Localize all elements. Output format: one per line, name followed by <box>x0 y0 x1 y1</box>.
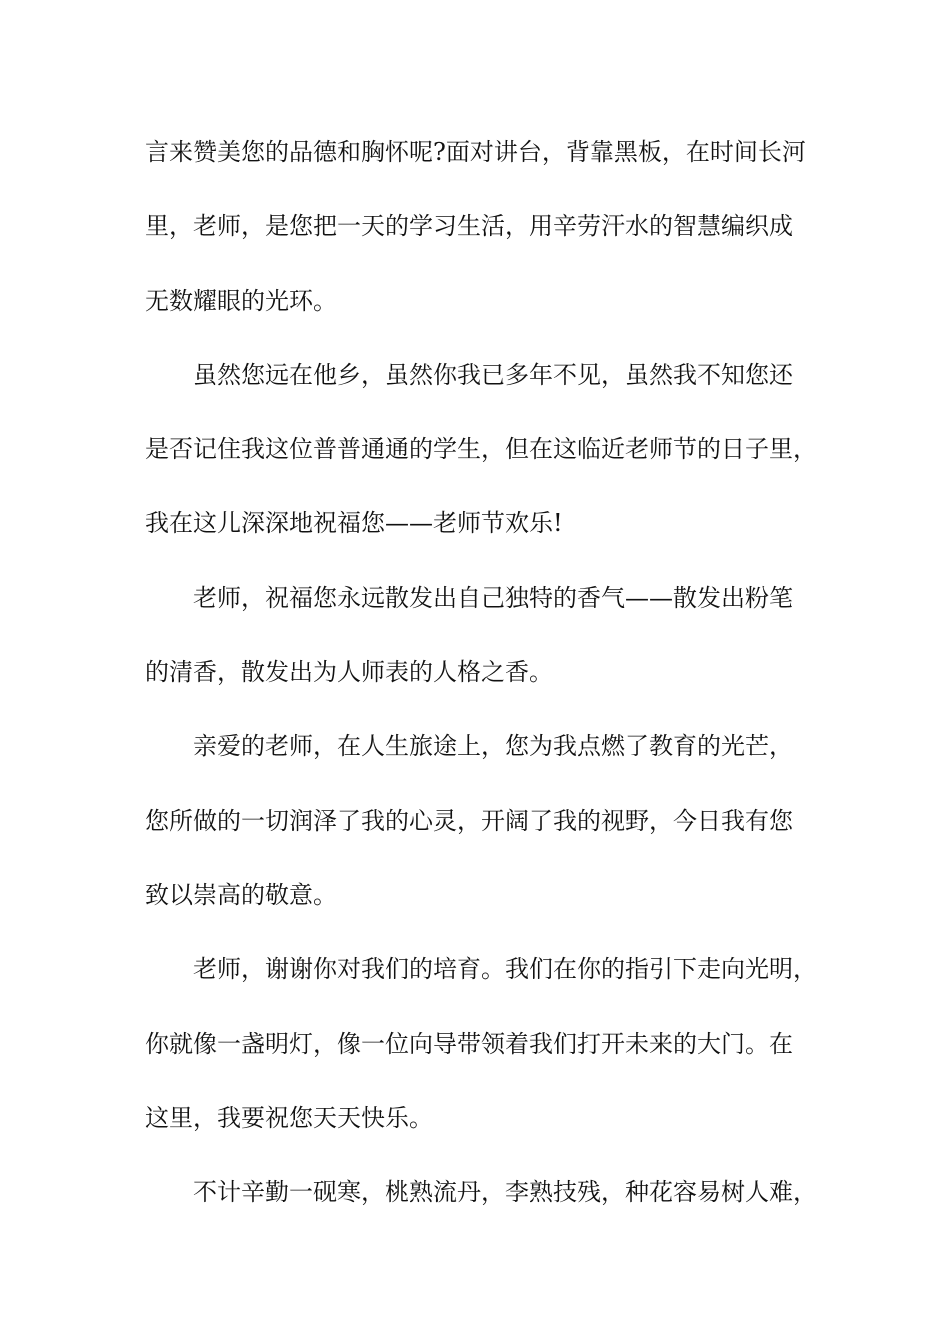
text-line: 老师，祝福您永远散发出自己独特的香气——散发出粉笔 <box>193 583 793 612</box>
text-line: 的清香，散发出为人师表的人格之香。 <box>145 658 553 687</box>
text-line: 言来赞美您的品德和胸怀呢?面对讲台，背靠黑板，在时间长河 <box>145 138 806 166</box>
text-line: 您所做的一切润泽了我的心灵，开阔了我的视野，今日我有您 <box>145 806 793 835</box>
text-line: 里，老师，是您把一天的学习生活，用辛劳汗水的智慧编织成 <box>145 212 793 241</box>
text-line: 致以崇高的敬意。 <box>145 880 337 909</box>
text-line: 你就像一盏明灯，像一位向导带领着我们打开未来的大门。在 <box>145 1029 793 1058</box>
text-line: 虽然您远在他乡，虽然你我已多年不见，虽然我不知您还 <box>193 360 793 389</box>
text-line: 无数耀眼的光环。 <box>145 286 337 315</box>
text-line: 亲爱的老师，在人生旅途上，您为我点燃了教育的光芒， <box>193 732 793 761</box>
text-line: 不计辛勤一砚寒，桃熟流丹，李熟技残，种花容易树人难， <box>193 1178 817 1207</box>
text-line: 这里，我要祝您天天快乐。 <box>145 1103 433 1132</box>
document-body <box>145 128 835 1242</box>
text-line: 老师，谢谢你对我们的培育。我们在你的指引下走向光明， <box>193 955 817 984</box>
text-line: 是否记住我这位普普通通的学生，但在这临近老师节的日子里， <box>145 435 817 464</box>
text-line: 我在这儿深深地祝福您——老师节欢乐! <box>145 509 563 538</box>
